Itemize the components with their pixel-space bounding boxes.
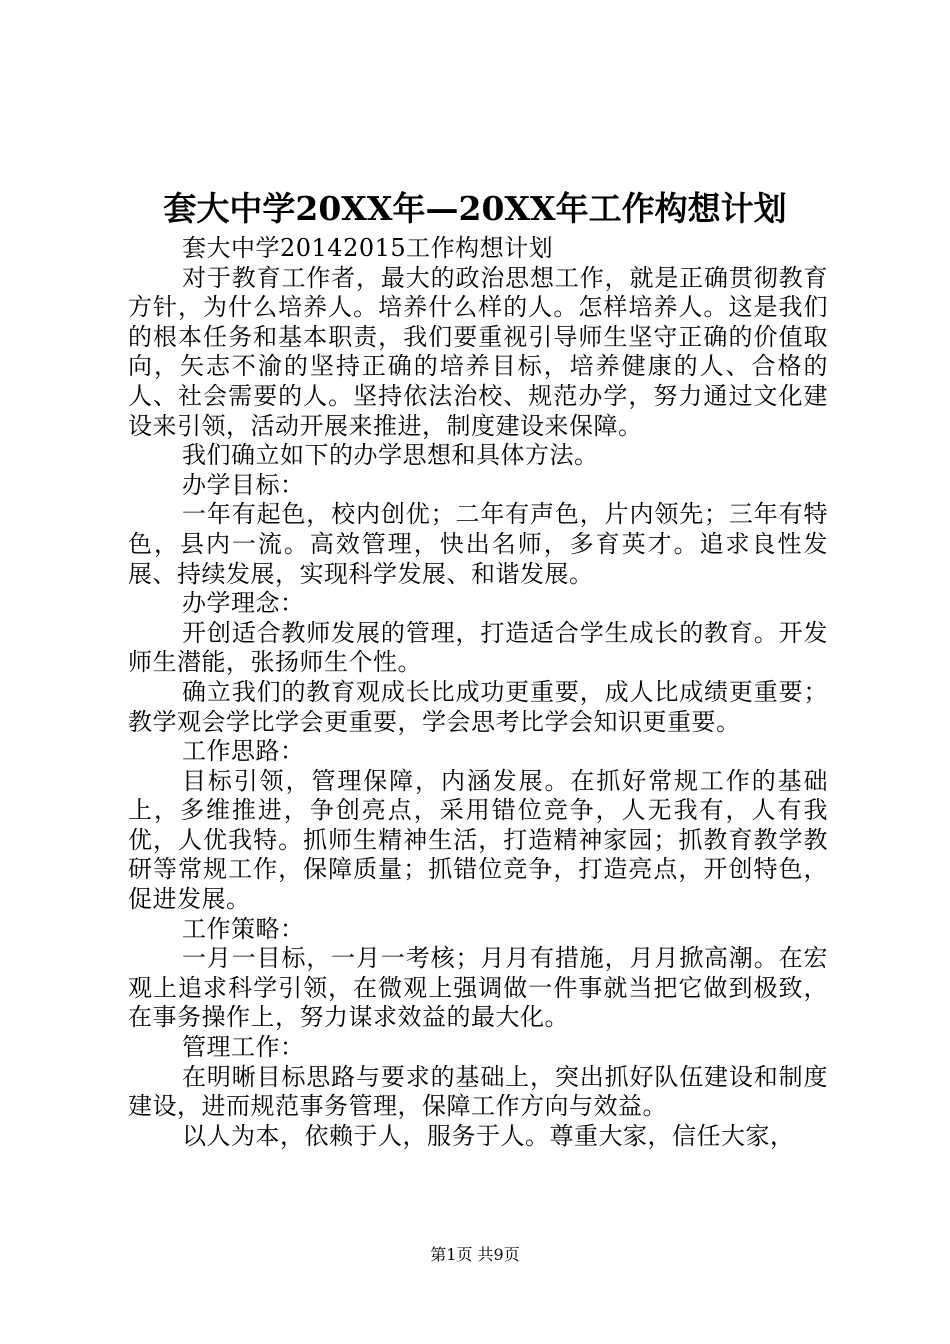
section-heading: 办学目标： bbox=[182, 470, 305, 499]
paragraph: 目标引领，管理保障，内涵发展。在抓好常规工作的基础上，多维推进，争创亮点，采用错位竞争，人无我有，人有我优，人优我特。抓师生精神生活，打造精神家园；抓教育教学教研等常规工作，保障质量；抓错位竞争，打造亮点，开创特色，促进发展。 bbox=[128, 766, 828, 914]
section-heading: 工作策略： bbox=[182, 914, 305, 943]
paragraph: 一年有起色，校内创优；二年有声色，片内领先；三年有特色，县内一流。高效管理，快出名师，多育英才。追求良性发展、持续发展，实现科学发展、和谐发展。 bbox=[128, 500, 828, 588]
paragraph-subtitle: 套大中学20142015工作构想计划 bbox=[182, 234, 554, 262]
document-title: 套大中学20XX年—20XX年工作构想计划 bbox=[163, 189, 787, 228]
paragraph: 在明晰目标思路与要求的基础上，突出抓好队伍建设和制度建设，进而规范事务管理，保障工作方向与效益。 bbox=[128, 1062, 828, 1121]
section-heading: 工作思路： bbox=[182, 737, 305, 766]
paragraph: 开创适合教师发展的管理，打造适合学生成长的教育。开发师生潜能，张扬师生个性。 bbox=[128, 618, 828, 677]
page-footer: 第1页 共9页 bbox=[430, 1245, 520, 1264]
paragraph: 一月一目标，一月一考核；月月有措施，月月掀高潮。在宏观上追求科学引领，在微观上强调做一件事就当把它做到极致，在事务操作上，努力谋求效益的最大化。 bbox=[128, 944, 828, 1032]
paragraph: 以人为本，依赖于人，服务于人。尊重大家，信任大家， bbox=[182, 1121, 795, 1150]
paragraph: 我们确立如下的办学思想和具体方法。 bbox=[182, 441, 599, 470]
paragraph: 确立我们的教育观成长比成功更重要，成人比成绩更重要；教学观会学比学会更重要，学会思考比学会知识更重要。 bbox=[128, 677, 828, 736]
document-body bbox=[128, 234, 828, 1151]
section-heading: 管理工作： bbox=[182, 1033, 305, 1062]
paragraph: 对于教育工作者，最大的政治思想工作，就是正确贯彻教育方针，为什么培养人。培养什么样的人。怎样培养人。这是我们的根本任务和基本职责，我们要重视引导师生坚守正确的价值取向，矢志不渝的坚持正确的培养目标，培养健康的人、合格的人、社会需要的人。坚持依法治校、规范办学，努力通过文化建设来引领，活动开展来推进，制度建设来保障。 bbox=[128, 263, 828, 440]
section-heading: 办学理念： bbox=[182, 589, 305, 618]
